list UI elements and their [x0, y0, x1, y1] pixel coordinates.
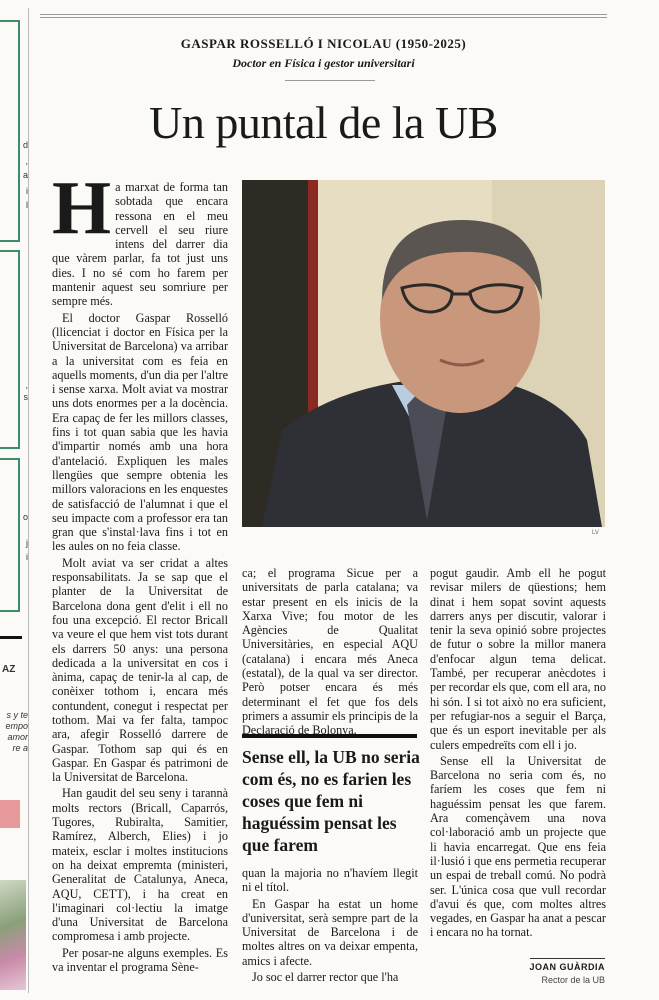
neighbor-box	[0, 458, 20, 612]
obituary-byline: GASPAR ROSSELLÓ I NICOLAU (1950-2025)	[180, 36, 467, 51]
article-column-1	[52, 166, 228, 976]
article-paragraph: Per posar-ne alguns exemples. Es va inventar el programa Sène-	[52, 945, 228, 975]
article-paragraph: Molt aviat va ser cridat a altes responsabilitats. Ja se sap que el planter de la Universitat de Barcelona dona gent d'elit i ell no fou una excepció. El rector Bricall va veure el que hem vist tots durant els darrers 50 anys: una persona dedicada a la universitat en cos i ànima, capaç de tenir-la al cap, de conèixer tothom i, encara més contundent, conegut i respectat per tothom. Mai va fer falta, tampoc ara, afegir Rosselló darrere de Gaspar. Tothom sap qui és en Gaspar. En Gaspar és patrimoni de la Universitat de Barcelona.	[52, 555, 228, 785]
portrait-illustration	[242, 180, 605, 527]
article-paragraph: Jo soc el darrer rector que l'ha	[252, 970, 399, 985]
author-name: JOAN GUÀRDIA	[529, 962, 605, 972]
top-rule	[40, 14, 607, 18]
article-paragraph: ca; el programa Sicue per a universitats de parla catalana; va estar present en els inicis de la Xarxa Vive; fou motor de les Agències de Qualitat Universitàries, en especial AQU (catalana) i encara més Aneca (estatal), de la qual va ser director. Però potser encara és més determinant el fet que fos dels primers a assumir els principis de la Declaració de Bolonya,	[242, 566, 418, 738]
neighbor-flower-image	[0, 880, 26, 990]
neighbor-page-strip	[0, 0, 28, 1000]
article-paragraph: pogut gaudir. Amb ell he pogut revisar milers de qüestions; hem dinat i hem sopat sovint aquests darrers anys per discutir, valorar i tenir la seva opinió sobre projectes de futur o sobre la millor manera d'enfocar algun tema delicat. També, per recuperar anècdotes i per recordar els que, com ell ara, no hi són. I si tot això no era suficient, per refugiar-nos a seguir el Barça, que és un esport inevitable per als culers empedreïts com ell i jo.	[430, 566, 606, 752]
neighbor-color-block	[0, 800, 20, 828]
article-paragraph: Han gaudit del seu seny i tarannà molts rectors (Bricall, Caparrós, Tugores, Rubiralta, Samitier, Ramírez, Alberch, Elies) i jo mateix, esclar i moltes institucions on ha deixat empremta (ministeri, Generalitat de Catalunya, Aneca, AQU, CETT), i ha creat en l'imaginari col·lectiu la imatge d'una Universitat de Barcelona compromesa i amb projecte.	[52, 786, 228, 944]
pull-quote-rule	[242, 734, 417, 738]
neighbor-box	[0, 250, 20, 449]
author-role: Rector de la UB	[541, 975, 605, 985]
pull-quote: Sense ell, la UB no seria com és, no es farien les coses que fem ni haguéssim pensat les que farem	[242, 747, 420, 855]
headline: Un puntal de la UB	[149, 97, 498, 148]
neighbor-fragment: amor	[7, 732, 28, 742]
neighbor-fragment: ,	[25, 380, 28, 390]
neighbor-fragment: re a	[12, 743, 28, 753]
drop-cap: H	[52, 166, 112, 250]
signature-rule	[530, 958, 605, 959]
photo-credit: LV	[592, 530, 599, 536]
article-paragraph: Sense ell la Universitat de Barcelona no seria com és, no faríem les coses que fem ni haguéssim pensat les que farem. Ara començàvem una nova col·laboració amb un projecte que li havia encarregat. Que ens feia il·lusió i que ens permetia recuperar un espai de treball comú. No podrà ser. L'única cosa que vull recordar d'avui és que, com moltes altres vegades, en Gaspar ha anat a pescar i encara no ha tornat.	[430, 753, 606, 940]
neighbor-fragment: ,	[25, 156, 28, 166]
article-paragraph: quan la majoria no n'havíem llegit ni el títol.	[242, 866, 418, 895]
article-column-2-continued	[242, 866, 418, 986]
neighbor-fragment: l	[26, 200, 28, 210]
portrait-photo	[242, 180, 605, 527]
neighbor-rule	[0, 636, 22, 639]
neighbor-fragment: d	[22, 140, 28, 150]
neighbor-fragment: s	[23, 392, 28, 402]
neighbor-fragment: empo	[5, 721, 28, 731]
neighbor-fragment: j	[26, 538, 28, 548]
article-paragraph: Ha marxat de forma tan sobtada que encara ressona en el meu cervell el seu riure intens del darrer dia que vàrem parlar, fa tot just uns dies. I no sé com ho farem per mantenir aquest seu somriure per sempre més.	[52, 166, 228, 309]
neighbor-fragment: s y te	[6, 710, 28, 720]
neighbor-heading: AZ	[2, 664, 16, 675]
neighbor-fragment: o	[22, 512, 28, 522]
article-paragraph: El doctor Gaspar Rosselló (llicenciat i doctor en Física per la Universitat de Barcelona) va arribar a la universitat com es feia en aquells moments, d'un dia per l'altre i sense xarxa. Molt aviat va mostrar uns dots enormes per a la docència. Era capaç de fer les millors classes, fins i tot quan sabia que les havia d'impartir només amb una hora d'antelació. Expliquen les males llengües que sempre obtenia les millors valoracions en les enquestes de satisfacció de l'alumnat i que el seu impacte com a professor era tan gran que s'instal·lava fins i tot en les aules on no feia classe.	[52, 310, 228, 554]
header-divider	[285, 80, 375, 81]
article-paragraph: En Gaspar ha estat un home d'universitat, serà sempre part de la Universitat de Barcelona i de moltes altres on va deixar empenta, amics i afecte.	[242, 896, 418, 968]
neighbor-fragment: a	[22, 170, 28, 180]
column-divider	[28, 8, 29, 993]
article-column-2	[242, 566, 418, 740]
neighbor-fragment: i	[26, 186, 28, 196]
neighbor-fragment: i	[26, 552, 28, 562]
article-column-3	[430, 566, 606, 942]
obituary-subtitle: Doctor en Física i gestor universitari	[232, 56, 415, 70]
